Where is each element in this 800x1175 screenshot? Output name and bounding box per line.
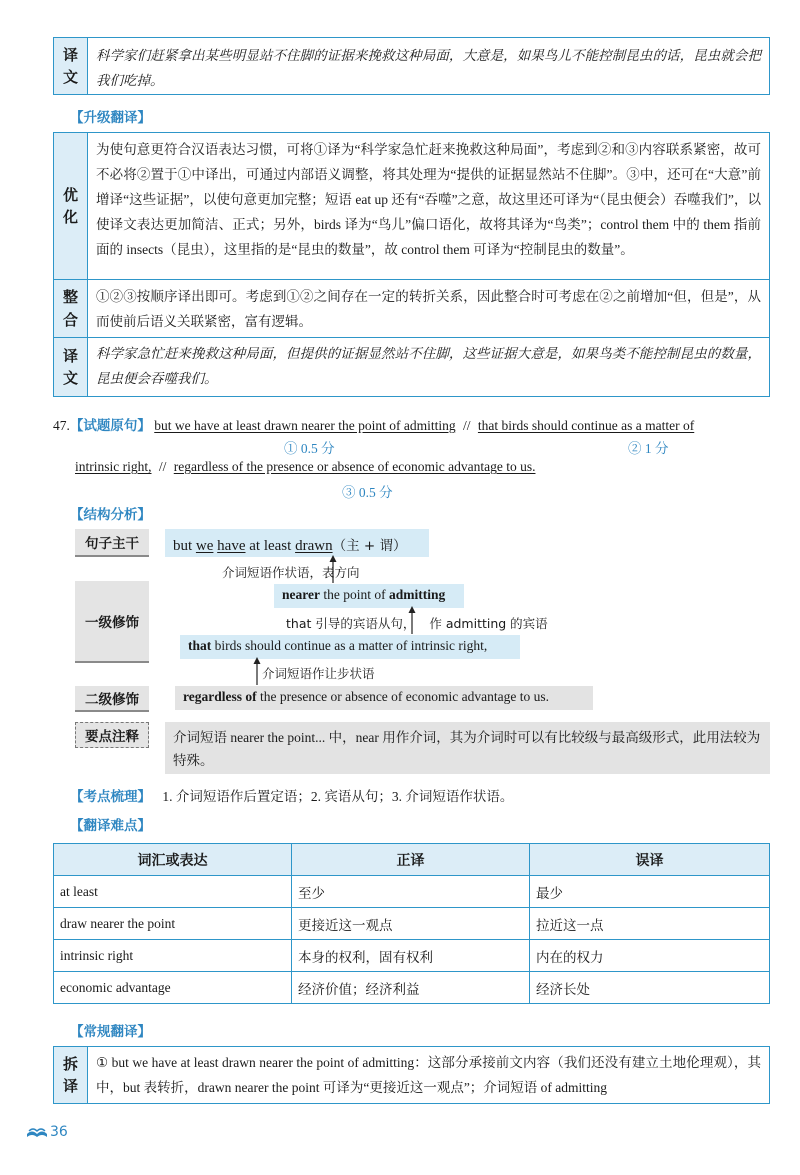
label-integrate: 整合 bbox=[54, 280, 88, 337]
final-translation-row bbox=[54, 337, 769, 396]
top-translation-box bbox=[53, 37, 770, 95]
difficulty-table bbox=[53, 843, 770, 1004]
table-row: at least 至少 最少 bbox=[54, 876, 770, 908]
main-sentence: but we have at least drawn（主 + 谓） bbox=[165, 529, 429, 557]
integrate-text: ①②③按顺序译出即可。考虑到①②之间存在一定的转折关系，因此整合时可考虑在②之前增加“但，但是”，从而使前后语义关联紧密，富有逻辑。 bbox=[96, 289, 761, 329]
table-row: intrinsic right 本身的权利，固有权利 内在的权力 bbox=[54, 940, 770, 972]
regular-text: ① but we have at least drawn nearer the point of admitting：这部分承接前文内容（我们还没有建立土地伦理观），其中，but 表转折，drawn nearer the point 可译为“更接近这一观点”；介词短语 of admitting bbox=[96, 1055, 761, 1095]
regular-heading: 【常规翻译】 bbox=[70, 1024, 151, 1040]
label-optimize: 优化 bbox=[54, 133, 88, 279]
phrase-3: regardless of the presence or absence of economic advantage to us. bbox=[175, 686, 593, 710]
main-label: 句子主干 bbox=[75, 529, 149, 557]
optimize-text: 为使句意更符合汉语表达习惯，可将①译为“科学家急忙赶来挽救这种局面”，考虑到②和③内容联系紧密，故可不必将②置于①中译出，可通过内部语义调整，将其处理为“提供的证据显然站不住脚”。③中，还可在“大意”前增译“这些证据”，以使句意更加完整；短语 eat up 还有“吞噬”之意，故这里还可译为“（昆虫便会）吞噬我们”，以使译文表达更加简洁、正式；另外，birds 译为“鸟儿”偏口语化，故将其译为“鸟类”；control them 中的 them 指前面的 insects（昆虫），这里指的是“昆虫的数量”，故 control them 可译为“控制昆虫的数量”。 bbox=[96, 142, 761, 257]
exam-points-heading: 【考点梳理】 bbox=[70, 789, 151, 805]
q47-heading: 【试题原句】 bbox=[69, 418, 151, 434]
page-number-area bbox=[26, 1124, 68, 1140]
level1-label: 一级修饰 bbox=[75, 581, 149, 663]
q47-score1: ① 0.5 分 bbox=[284, 441, 335, 456]
q47-score2: ② 1 分 bbox=[628, 441, 669, 456]
q47-sep2: // bbox=[158, 459, 167, 474]
structure-heading: 【结构分析】 bbox=[70, 507, 151, 523]
q47-part3: regardless of the presence or absence of economic advantage to us. bbox=[173, 459, 536, 474]
col-expression: 词汇或表达 bbox=[54, 844, 292, 876]
regular-box bbox=[53, 1046, 770, 1104]
keypoint-text: 介词短语 nearer the point... 中，near 用作介词，其为介词时可以有比较级与最高级形式，此用法较为特殊。 bbox=[165, 722, 770, 774]
upgrade-box bbox=[53, 132, 770, 397]
phrase-1: nearer the point of admitting bbox=[274, 584, 464, 608]
final-translation-text: 科学家急忙赶来挽救这种局面，但提供的证据显然站不住脚，这些证据大意是，如果鸟类不能控制昆虫的数量，昆虫便会吞噬我们。 bbox=[96, 346, 761, 387]
table-header-row bbox=[54, 844, 770, 876]
table-row: economic advantage 经济价值；经济利益 经济长处 bbox=[54, 972, 770, 1004]
q47-line1 bbox=[53, 414, 773, 434]
exam-points-text: 1. 介词短语作后置定语；2. 宾语从句；3. 介词短语作状语。 bbox=[162, 789, 514, 804]
label-split: 拆译 bbox=[54, 1047, 88, 1103]
q47-sep1: // bbox=[463, 418, 471, 433]
q47-line2 bbox=[75, 459, 535, 475]
difficulty-heading: 【翻译难点】 bbox=[70, 818, 151, 834]
book-icon bbox=[26, 1125, 48, 1139]
note-2: that 引导的宾语从句， 作 admitting 的宾语 bbox=[286, 616, 548, 631]
page-number: 36 bbox=[50, 1124, 68, 1140]
level2-label: 二级修饰 bbox=[75, 686, 149, 712]
integrate-row bbox=[54, 279, 769, 337]
optimize-row bbox=[54, 133, 769, 279]
label-translation: 译文 bbox=[54, 38, 88, 94]
note-1: 介词短语作状语，表方向 bbox=[222, 565, 360, 580]
table-row: draw nearer the point 更接近这一观点 拉近这一点 bbox=[54, 908, 770, 940]
upgrade-heading: 【升级翻译】 bbox=[70, 110, 151, 126]
col-correct: 正译 bbox=[292, 844, 530, 876]
arrow-3 bbox=[252, 657, 262, 687]
col-wrong: 误译 bbox=[530, 844, 770, 876]
keypoint-label: 要点注释 bbox=[75, 722, 149, 748]
q47-part1: but we have at least drawn nearer the point of admitting bbox=[154, 418, 456, 433]
label-final-translation: 译文 bbox=[54, 338, 88, 396]
note-3: 介词短语作让步状语 bbox=[262, 666, 375, 681]
phrase-2: that birds should continue as a matter of intrinsic right, bbox=[180, 635, 520, 659]
q47-score3: ③ 0.5 分 bbox=[342, 485, 393, 500]
top-translation-text: 科学家们赶紧拿出某些明显站不住脚的证据来挽救这种局面，大意是，如果鸟儿不能控制昆虫的话，昆虫就会把我们吃掉。 bbox=[96, 48, 761, 89]
q47-number: 47. bbox=[53, 418, 70, 433]
q47-part2b: intrinsic right, bbox=[75, 459, 152, 474]
q47-part2: that birds should continue as a matter of bbox=[477, 418, 695, 433]
exam-points bbox=[70, 785, 513, 805]
